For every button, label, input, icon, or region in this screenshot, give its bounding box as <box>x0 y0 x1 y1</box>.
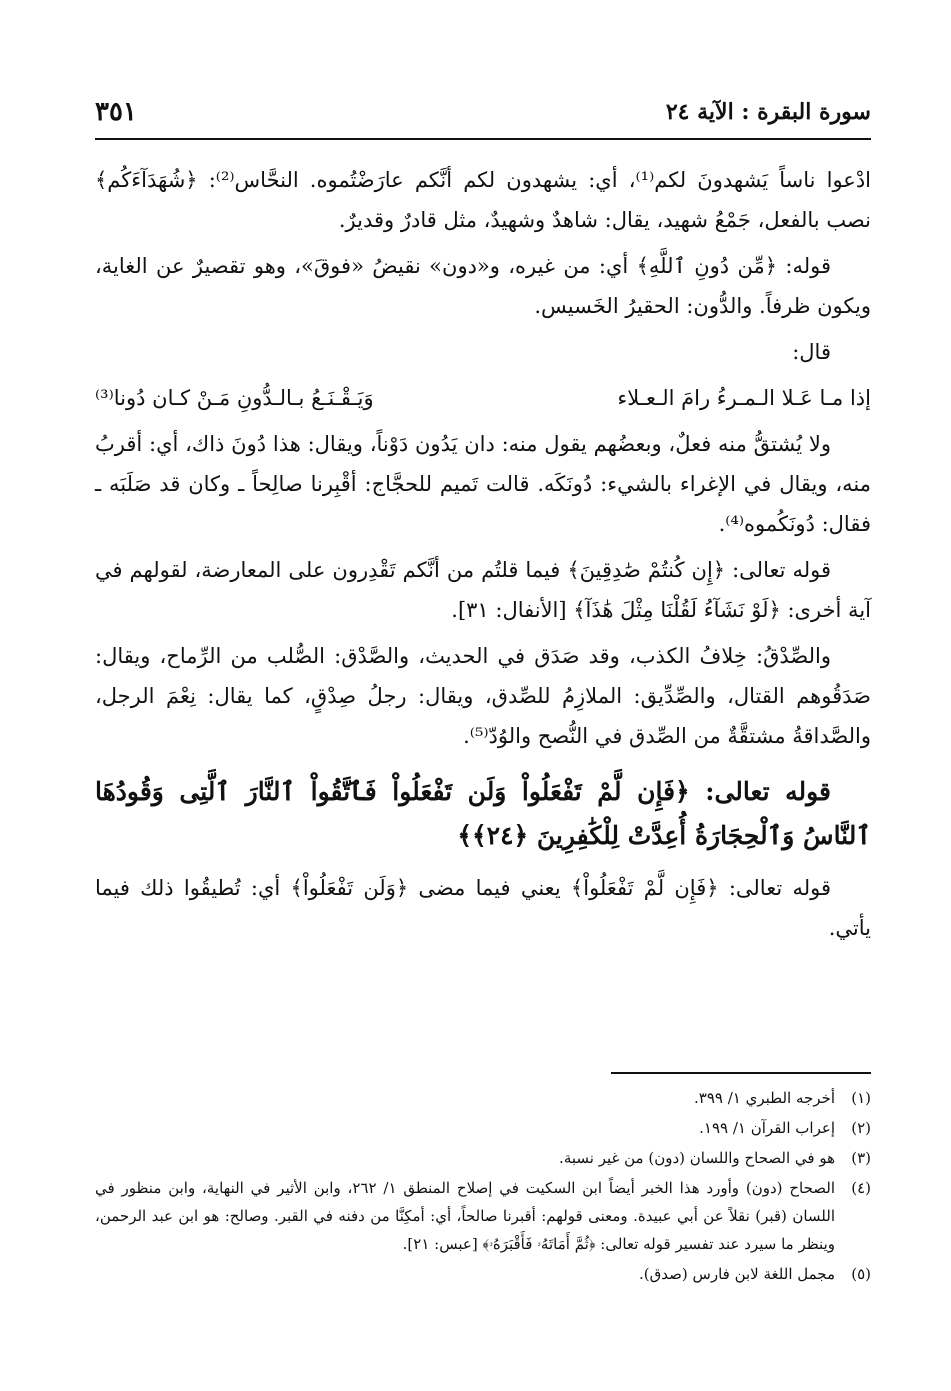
main-text <box>95 160 871 954</box>
footnote-number: (٥) <box>851 1265 871 1283</box>
verse-second-hemistich: وَيَـقْـنَـعُ بـالـدُّونِ مَـنْ كـان دُونا⁽³⁾ <box>95 386 374 410</box>
poem-intro: قال: <box>792 340 831 364</box>
footnote-item <box>95 1144 871 1172</box>
footnote-item <box>95 1084 871 1112</box>
footnotes <box>95 1084 871 1290</box>
footnote-item <box>95 1260 871 1288</box>
footnote-number: (٢) <box>851 1119 871 1137</box>
quran-verse-heading: قوله تعالى: ﴿فَإِن لَّمْ تَفْعَلُواْ وَلَن تَفْعَلُواْ فَٱتَّقُواْ ٱلنَّارَ ٱلَّتِى وَقُودُهَا ٱلنَّاسُ وَٱلْحِجَارَةُ أُعِدَّتْ لِلْكَٰفِرِينَ ﴿٢٤﴾﴾ <box>95 777 871 850</box>
footnote-number: (١) <box>851 1089 871 1107</box>
footnote-text: مجمل اللغة لابن فارس (صدق). <box>639 1265 835 1283</box>
surah-verse-label: سورة البقرة : الآية ٢٤ <box>665 99 871 125</box>
paragraph-1: ادْعوا ناساً يَشهدونَ لكم⁽¹⁾، أي: يشهدون لكم أنَّكم عارَضْتُموه. النحَّاس⁽²⁾: ﴿شُهَدَآءَكُم﴾ نصب بالفعل، جَمْعُ شهيد، يقال: شاهدٌ وشهيدٌ، مثل قادرٌ وقديرٌ. <box>95 168 872 232</box>
paragraph-2: قوله: ﴿مِّن دُونِ ٱللَّهِ﴾ أي: من غيره، و«دون» نقيضُ «فوقَ»، وهو تقصيرٌ عن الغاية، ويكون ظرفاً. والدُّون: الحقيرُ الخَسيس. <box>95 254 871 318</box>
page-number: ٣٥١ <box>95 97 137 127</box>
footnote-number: (٤) <box>851 1179 871 1197</box>
footnote-text: هو في الصحاح واللسان (دون) من غير نسبة. <box>559 1149 835 1167</box>
header-divider <box>95 138 871 140</box>
footnote-text: الصحاح (دون) وأورد هذا الخبر أيضاً ابن السكيت في إصلاح المنطق ١/ ٢٦٢، وابن الأثير في النهاية، وابن منظور في اللسان (قبر) نقلاً عن أبي عبيدة. ومعنى قولهم: أقبرنا صالحاً، أي: أمكِنَّا من دفنه في القبر. وصالح: هو ابن عبد الرحمن، وينظر ما سيرد عند تفسير قوله تعالى: ﴿ثُمَّ أَمَاتَهُۥ فَأَقْبَرَهُۥ﴾ [عبس: ٢١]. <box>95 1179 836 1253</box>
footnote-text: أخرجه الطبري ١/ ٣٩٩. <box>694 1089 835 1107</box>
running-header <box>95 92 871 132</box>
poem-verse <box>95 378 871 418</box>
paragraph-3: ولا يُشتقُّ منه فعلٌ، وبعضُهم يقول منه: دان يَدُون دَوْناً، ويقال: هذا دُونَ ذاك، أي: أقربُ منه، ويقال في الإغراء بالشيء: دُونَكَه. قالت تَميم للحجَّاج: أقْبِرنا صالِحاً ـ وكان قد صَلَبَه ـ فقال: دُونَكُموه⁽⁴⁾. <box>95 432 871 536</box>
paragraph-6: قوله تعالى: ﴿فَإِن لَّمْ تَفْعَلُواْ﴾ يعني فيما مضى ﴿وَلَن تَفْعَلُواْ﴾ أي: تُطيقُوا ذلك فيما يأتي. <box>95 876 871 940</box>
footnote-number: (٣) <box>851 1149 871 1167</box>
paragraph-5: والصِّدْقُ: خِلافُ الكذب، وقد صَدَق في الحديث، والصَّدْق: الصُّلب من الرِّماح، ويقال: صَدَقُوهم القتال، والصِّدِّيق: الملازِمُ للصِّدق، ويقال: رجلُ صِدْقٍ، كما يقال: نِعْمَ الرجل، والصَّداقةُ مشتقَّةٌ من الصِّدق في النُّصح والوُدّ⁽⁵⁾. <box>95 644 871 748</box>
footnote-item <box>95 1114 871 1142</box>
footnote-text: إعراب القرآن ١/ ١٩٩. <box>699 1119 835 1137</box>
paragraph-4: قوله تعالى: ﴿إِن كُنتُمْ صَٰدِقِينَ﴾ فيما قلتُم من أنَّكم تَقْدِرون على المعارضة، لقولهم في آية أخرى: ﴿لَوْ نَشَآءُ لَقُلْنَا مِثْلَ هَٰذَآ﴾ [الأنفال: ٣١]. <box>95 558 871 622</box>
verse-first-hemistich: إذا مـا عَـلا الـمـرءُ رامَ الـعـلاء <box>617 386 871 410</box>
footnote-divider <box>611 1072 871 1074</box>
footnote-item <box>95 1174 871 1258</box>
